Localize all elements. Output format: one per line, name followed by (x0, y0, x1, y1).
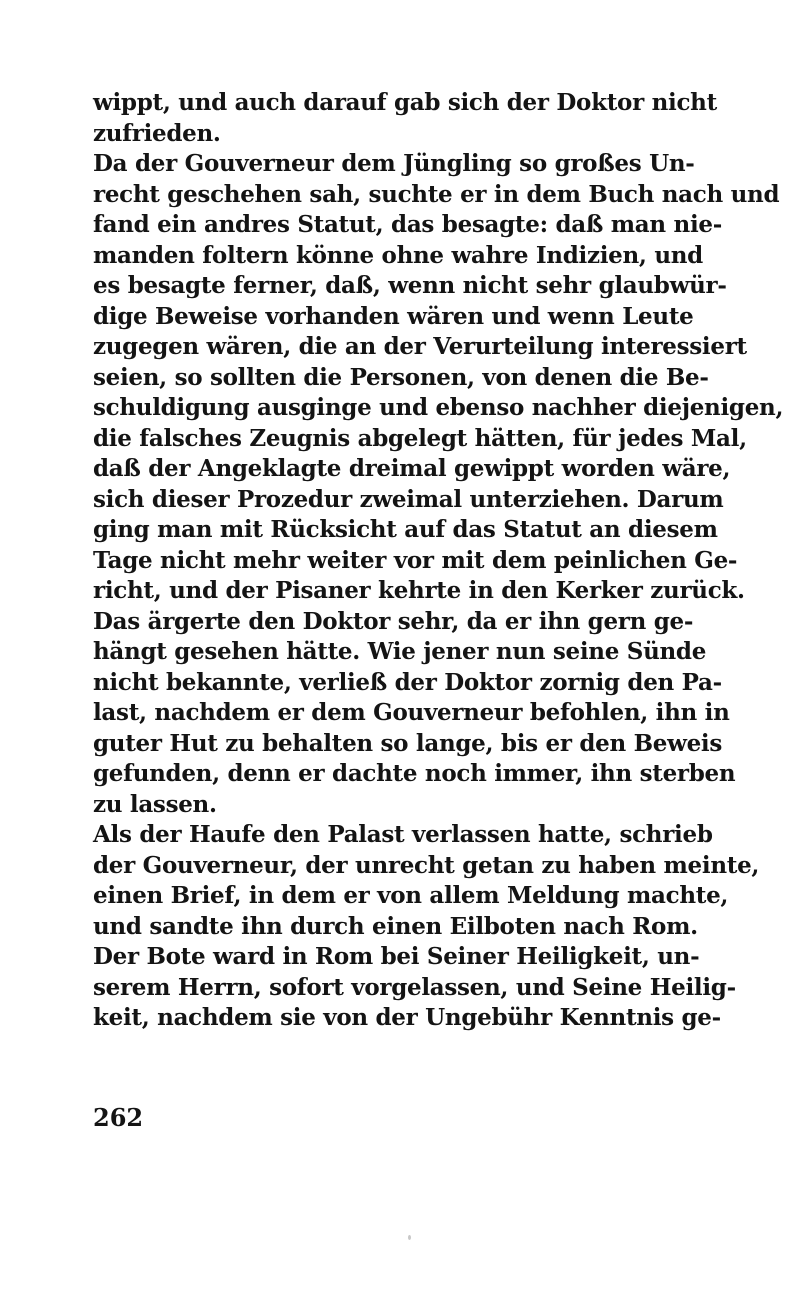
text-line: nicht bekannte, verließ der Doktor zornig den Pa- (93, 668, 722, 696)
text-line: ging man mit Rücksicht auf das Statut an diesem (93, 516, 718, 543)
text-line: gefunden, denn er dachte noch immer, ihn sterben (93, 760, 736, 787)
text-line: zu lassen. (93, 790, 217, 818)
text-line: richt, und der Pisaner kehrte in den Kerker zurück. (93, 577, 745, 604)
text-line: Tage nicht mehr weiter vor mit dem peinlichen Ge- (93, 546, 738, 574)
text-line: einen Brief, in dem er von allem Meldung machte, (93, 882, 729, 909)
text-line: seien, so sollten die Personen, von denen die Be- (93, 363, 709, 391)
text-line: keit, nachdem sie von der Ungebühr Kenntnis ge- (93, 1004, 721, 1031)
text-line: fand ein andres Statut, das besagte: daß man nie- (93, 211, 722, 238)
text-line: hängt gesehen hätte. Wie jener nun seine Sünde (93, 638, 707, 665)
text-line: recht geschehen sah, suchte er in dem Buch nach und (93, 180, 780, 208)
text-line: schuldigung ausginge und ebenso nachher diejenigen, (93, 394, 784, 421)
text-line: und sandte ihn durch einen Eilboten nach Rom. (93, 912, 698, 940)
text-line: Der Bote ward in Rom bei Seiner Heiligkeit, un- (93, 943, 700, 970)
text-line: zugegen wären, die an der Verurteilung interessiert (93, 333, 747, 360)
text-line: daß der Angeklagte dreimal gewippt worden wäre, (93, 455, 731, 482)
text-line: der Gouverneur, der unrecht getan zu haben meinte, (93, 851, 760, 879)
text-line: Das ärgerte den Doktor sehr, da er ihn gern ge- (93, 607, 694, 635)
text-line: last, nachdem er dem Gouverneur befohlen, ihn in (93, 699, 730, 726)
body-text (93, 88, 793, 1034)
text-line: Als der Haufe den Palast verlassen hatte, schrieb (93, 821, 713, 848)
text-line: es besagte ferner, daß, wenn nicht sehr glaubwür- (93, 272, 727, 299)
scan-speck (408, 1235, 411, 1240)
text-line: dige Beweise vorhanden wären und wenn Leute (93, 302, 694, 330)
text-line: Da der Gouverneur dem Jüngling so großes Un- (93, 150, 695, 177)
text-line: sich dieser Prozedur zweimal unterziehen. Darum (93, 485, 724, 513)
text-line: manden foltern könne ohne wahre Indizien, und (93, 241, 703, 269)
text-line: wippt, und auch darauf gab sich der Doktor nicht (93, 89, 717, 116)
text-line: zufrieden. (93, 119, 221, 147)
text-line: die falsches Zeugnis abgelegt hätten, für jedes Mal, (93, 424, 747, 452)
page-number: 262 (93, 1103, 144, 1132)
text-line: guter Hut zu behalten so lange, bis er den Beweis (93, 729, 722, 757)
text-line: serem Herrn, sofort vorgelassen, und Seine Heilig- (93, 973, 736, 1001)
